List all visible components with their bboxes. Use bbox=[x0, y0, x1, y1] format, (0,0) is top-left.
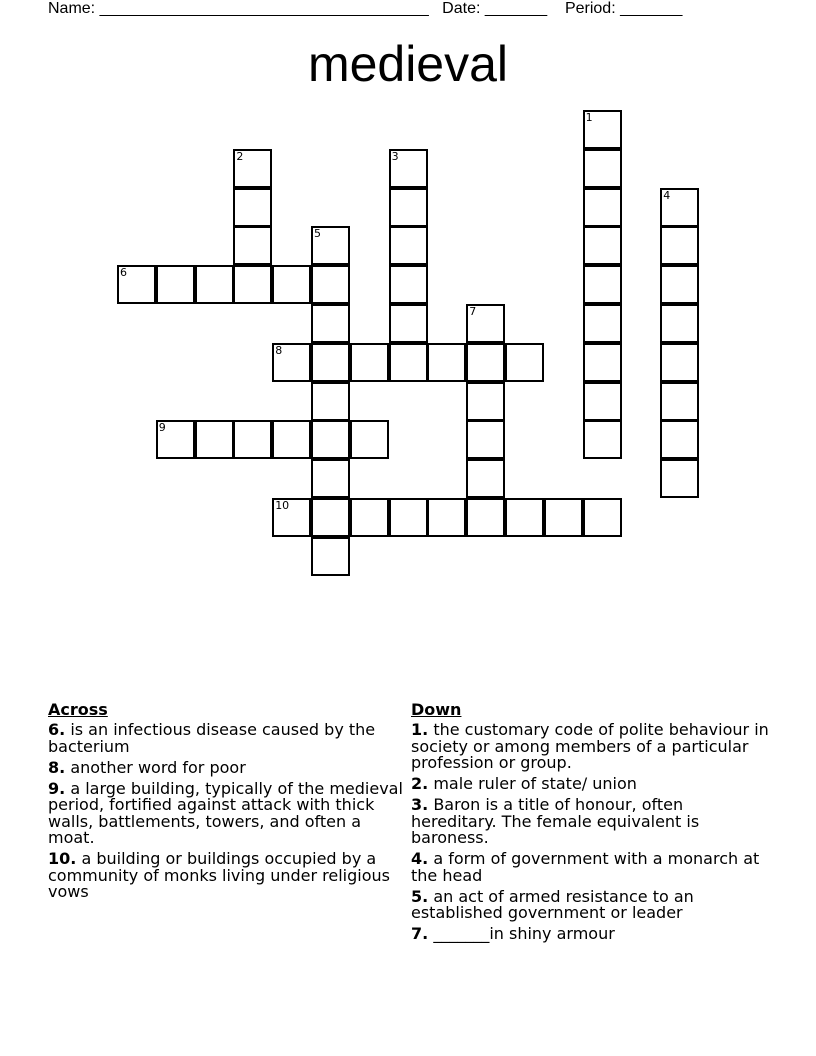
across-clue-9 bbox=[48, 778, 404, 847]
down-clue-5 bbox=[411, 886, 771, 922]
clue-text: the customary code of polite behaviour in society or among members of a particular profession or group. bbox=[411, 720, 769, 772]
clue-number-label: 2 bbox=[236, 149, 244, 163]
crossword-cell[interactable] bbox=[195, 420, 234, 459]
crossword-cell[interactable] bbox=[660, 382, 699, 421]
down-clue-7 bbox=[411, 926, 771, 943]
crossword-cell[interactable] bbox=[311, 265, 350, 304]
clue-text: male ruler of state/ union bbox=[433, 774, 637, 793]
crossword-cell[interactable] bbox=[427, 498, 466, 537]
clue-text: a form of government with a monarch at the head bbox=[411, 849, 760, 885]
crossword-cell[interactable] bbox=[389, 226, 428, 265]
date-label: Date: bbox=[442, 0, 481, 17]
crossword-cell[interactable] bbox=[583, 110, 622, 149]
down-clue-4 bbox=[411, 851, 771, 884]
clue-number: 7. bbox=[411, 924, 429, 943]
crossword-cell[interactable] bbox=[311, 382, 350, 421]
crossword-cell[interactable] bbox=[660, 343, 699, 382]
down-clue-2 bbox=[411, 776, 771, 793]
crossword-cell[interactable] bbox=[583, 343, 622, 382]
crossword-cell[interactable] bbox=[389, 498, 428, 537]
crossword-cell[interactable] bbox=[583, 498, 622, 537]
crossword-cell[interactable] bbox=[350, 343, 389, 382]
clue-number-label: 7 bbox=[469, 305, 477, 318]
across-clues bbox=[48, 700, 404, 905]
clue-text: another word for poor bbox=[70, 757, 246, 777]
across-clue-10 bbox=[48, 851, 404, 901]
crossword-cell[interactable] bbox=[466, 343, 505, 382]
crossword-cell[interactable] bbox=[311, 226, 350, 265]
crossword-cell[interactable] bbox=[427, 343, 466, 382]
period-label: Period: bbox=[564, 0, 616, 17]
crossword-cell[interactable] bbox=[272, 343, 311, 382]
crossword-cell[interactable] bbox=[233, 188, 272, 227]
crossword-cell[interactable] bbox=[583, 226, 622, 265]
crossword-cell[interactable] bbox=[233, 420, 272, 459]
clue-number-label: 5 bbox=[314, 227, 321, 241]
crossword-cell[interactable] bbox=[466, 304, 505, 343]
clue-number: 2. bbox=[411, 774, 429, 793]
crossword-cell[interactable] bbox=[350, 498, 389, 537]
crossword-cell[interactable] bbox=[583, 382, 622, 421]
crossword-cell[interactable] bbox=[311, 420, 350, 459]
crossword-cell[interactable] bbox=[311, 304, 350, 343]
clue-number: 4. bbox=[411, 849, 429, 868]
crossword-cell[interactable] bbox=[583, 304, 622, 343]
crossword-cell[interactable] bbox=[311, 343, 350, 382]
clue-text: _______in shiny armour bbox=[433, 924, 615, 943]
crossword-cell[interactable] bbox=[156, 265, 195, 304]
down-clues bbox=[411, 700, 771, 947]
clue-text: a building or buildings occupied by a community of monks living under religious vows bbox=[48, 849, 390, 901]
clue-text: Baron is a title of honour, often hereditary. The female equivalent is baroness. bbox=[411, 795, 700, 847]
clue-number-label: 6 bbox=[120, 266, 127, 280]
crossword-cell[interactable] bbox=[311, 498, 350, 537]
crossword-cell[interactable] bbox=[156, 420, 195, 459]
down-clue-1 bbox=[411, 722, 771, 772]
crossword-cell[interactable] bbox=[466, 420, 505, 459]
crossword-cell[interactable] bbox=[466, 459, 505, 498]
crossword-cell[interactable] bbox=[350, 420, 389, 459]
crossword-cell[interactable] bbox=[583, 265, 622, 304]
clue-number-label: 3 bbox=[391, 149, 399, 163]
down-heading: Down bbox=[411, 700, 462, 719]
crossword-cell[interactable] bbox=[272, 265, 311, 304]
crossword-cell[interactable] bbox=[583, 420, 622, 459]
clue-text: an act of armed resistance to an established government or leader bbox=[411, 886, 694, 922]
crossword-cell[interactable] bbox=[660, 226, 699, 265]
crossword-cell[interactable] bbox=[505, 343, 544, 382]
clue-text: a large building, typically of the medieval period, fortified against attack with thick walls, battlements, towers, and often a moat. bbox=[48, 778, 403, 847]
crossword-cell[interactable] bbox=[311, 459, 350, 498]
name-blank[interactable]: _____________________________________ bbox=[99, 0, 429, 17]
clue-number: 1. bbox=[411, 720, 429, 739]
clue-number-label: 1 bbox=[585, 111, 593, 124]
crossword-cell[interactable] bbox=[505, 498, 544, 537]
crossword-cell[interactable] bbox=[272, 498, 311, 537]
down-clue-3 bbox=[411, 797, 771, 847]
crossword-cell[interactable] bbox=[660, 304, 699, 343]
crossword-cell[interactable] bbox=[233, 265, 272, 304]
clue-number: 6. bbox=[48, 720, 66, 739]
crossword-cell[interactable] bbox=[583, 149, 622, 188]
crossword-cell[interactable] bbox=[466, 382, 505, 421]
crossword-cell[interactable] bbox=[117, 265, 156, 304]
clue-number: 3. bbox=[411, 795, 429, 814]
clue-number-label: 8 bbox=[275, 343, 283, 357]
crossword-cell[interactable] bbox=[660, 459, 699, 498]
period-blank[interactable]: _______ bbox=[620, 0, 683, 17]
crossword-cell[interactable] bbox=[389, 149, 428, 188]
clue-number: 9. bbox=[48, 778, 66, 798]
clue-number: 5. bbox=[411, 886, 429, 906]
crossword-cell[interactable] bbox=[466, 498, 505, 537]
page-title: medieval bbox=[307, 36, 509, 92]
crossword-cell[interactable] bbox=[389, 343, 428, 382]
across-clue-6 bbox=[48, 722, 404, 755]
crossword-cell[interactable] bbox=[389, 188, 428, 227]
crossword-cell[interactable] bbox=[660, 265, 699, 304]
date-blank[interactable]: _______ bbox=[484, 0, 548, 17]
crossword-cell[interactable] bbox=[272, 420, 311, 459]
crossword-cell[interactable] bbox=[233, 226, 272, 265]
crossword-cell[interactable] bbox=[389, 265, 428, 304]
crossword-cell[interactable] bbox=[583, 188, 622, 227]
name-label: Name: bbox=[48, 0, 96, 17]
clue-number: 8. bbox=[48, 757, 66, 777]
clue-number: 10. bbox=[48, 849, 77, 868]
across-heading: Across bbox=[48, 700, 108, 719]
crossword-cell[interactable] bbox=[233, 149, 272, 188]
crossword-cell[interactable] bbox=[544, 498, 583, 537]
clue-text: is an infectious disease caused by the bacterium bbox=[48, 720, 376, 756]
crossword-cell[interactable] bbox=[389, 304, 428, 343]
crossword-cell[interactable] bbox=[660, 188, 699, 227]
clue-number-label: 10 bbox=[275, 499, 290, 512]
crossword-cell[interactable] bbox=[195, 265, 234, 304]
across-clue-8 bbox=[48, 757, 404, 777]
clue-number-label: 9 bbox=[158, 421, 166, 435]
crossword-cell[interactable] bbox=[660, 420, 699, 459]
clue-number-label: 4 bbox=[663, 188, 671, 202]
crossword-cell[interactable] bbox=[311, 537, 350, 576]
